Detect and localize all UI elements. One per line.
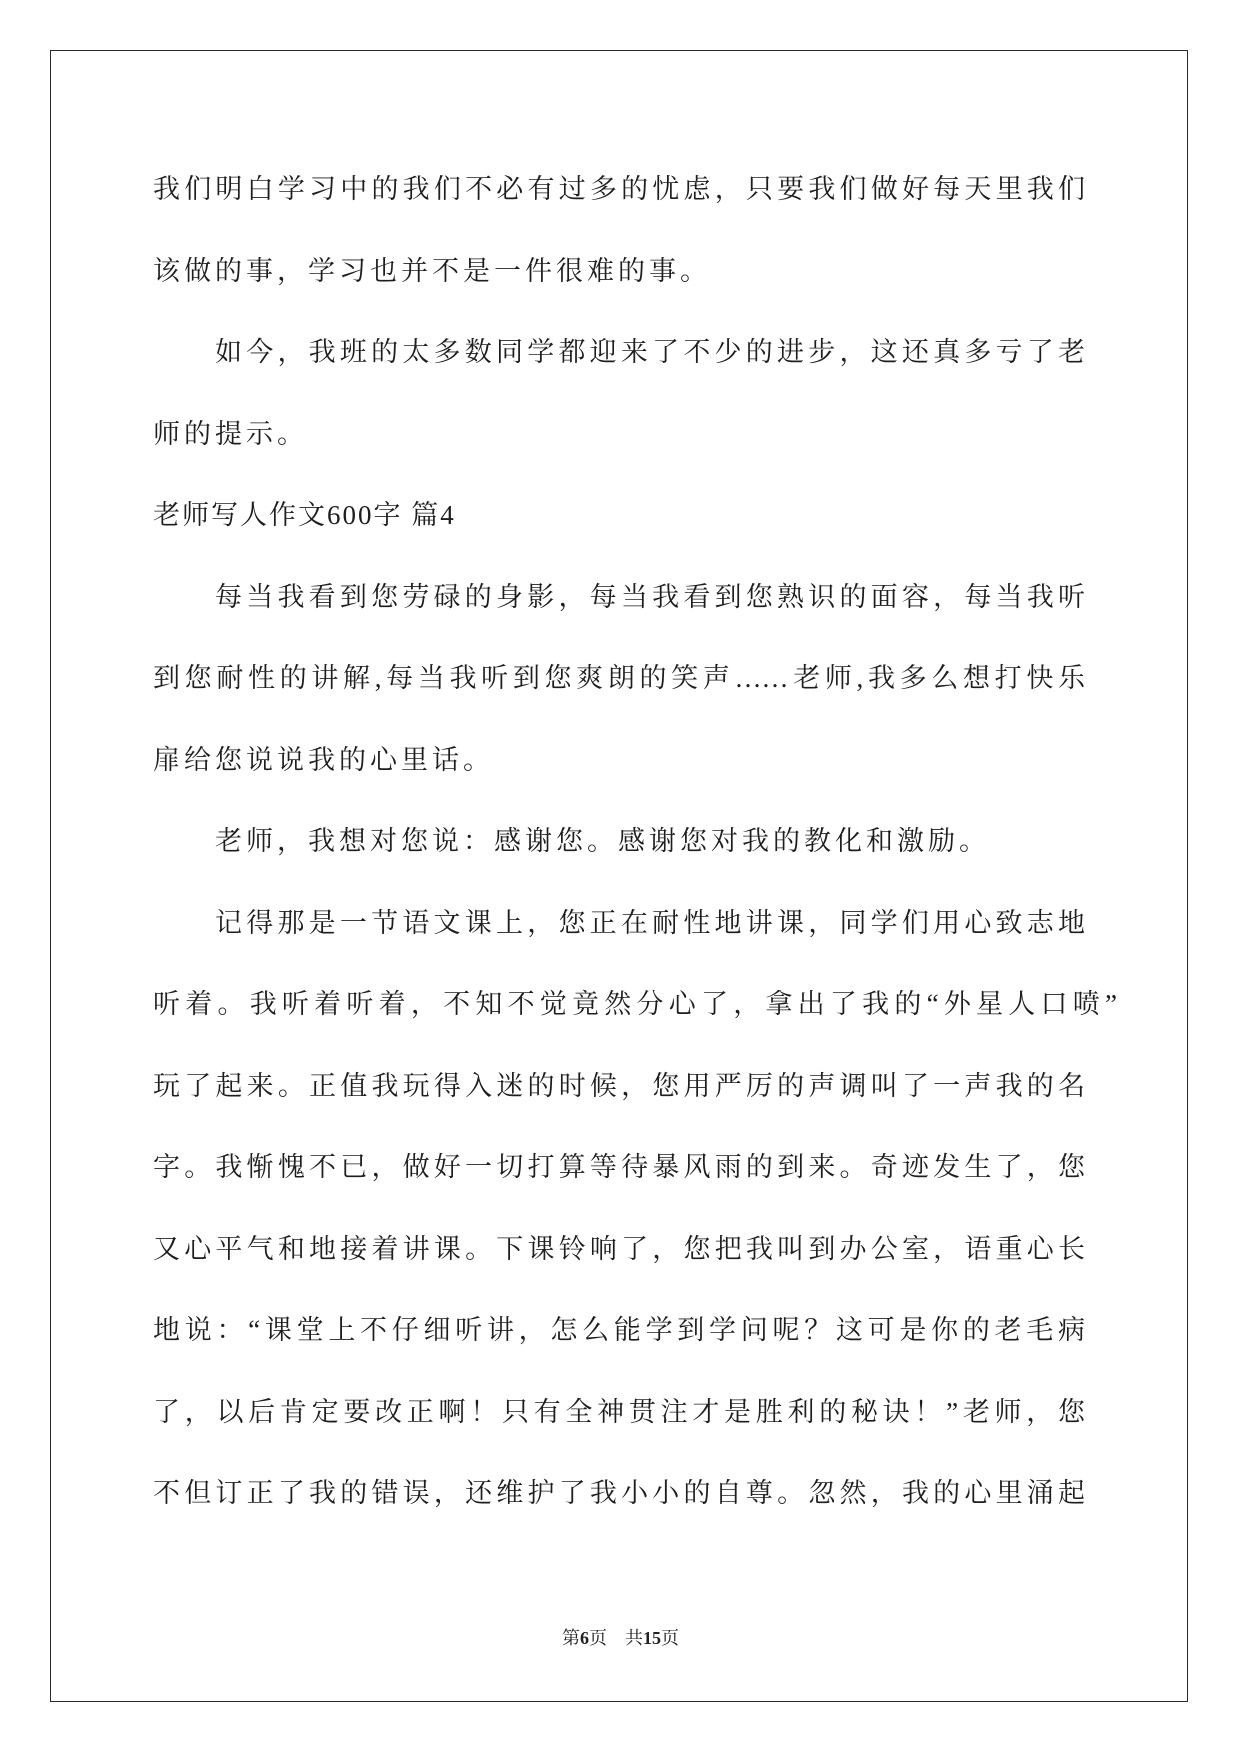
body-line: 了，以后肯定要改正啊！只有全神贯注才是胜利的秘诀！”老师，您 — [153, 1396, 1085, 1427]
body-line: 扉给您说说我的心里话。 — [153, 744, 494, 775]
page-suffix: 页 — [589, 1628, 607, 1648]
body-line: 师的提示。 — [153, 418, 308, 449]
current-page-number: 6 — [580, 1628, 589, 1648]
page-prefix: 第 — [562, 1628, 580, 1648]
paragraph-start-line: 如今，我班的太多数同学都迎来了不少的进步，这还真多亏了老 — [215, 337, 1085, 367]
page-footer — [0, 1624, 1241, 1652]
total-pages-label — [625, 1628, 679, 1648]
section-heading: 老师写人作文600字 篇4 — [153, 500, 456, 530]
paragraph-start-line: 每当我看到您劳碌的身影，每当我看到您熟识的面容，每当我听 — [215, 581, 1085, 612]
paragraph-start-line: 记得那是一节语文课上，您正在耐性地讲课，同学们用心致志地 — [215, 907, 1085, 938]
body-line: 我们明白学习中的我们不必有过多的忧虑，只要我们做好每天里我们 — [153, 174, 1085, 204]
body-line: 不但订正了我的错误，还维护了我小小的自尊。忽然，我的心里涌起 — [153, 1478, 1085, 1508]
total-page-count: 15 — [643, 1628, 661, 1648]
total-prefix: 共 — [625, 1628, 643, 1648]
body-line: 玩了起来。正值我玩得入迷的时候，您用严厉的声调叫了一声我的名 — [153, 1070, 1085, 1101]
total-suffix: 页 — [661, 1628, 679, 1648]
body-line: 又心平气和地接着讲课。下课铃响了，您把我叫到办公室，语重心长 — [153, 1233, 1085, 1264]
document-body — [153, 149, 1123, 1535]
body-line: 到您耐性的讲解,每当我听到您爽朗的笑声……老师,我多么想打快乐 — [153, 663, 1085, 693]
body-line: 字。我惭愧不已，做好一切打算等待暴风雨的到来。奇迹发生了，您 — [153, 1152, 1085, 1182]
body-line: 听着。我听着听着，不知不觉竟然分心了，拿出了我的“外星人口喷” — [153, 989, 1117, 1019]
page-number-label — [562, 1628, 607, 1648]
body-line: 地说：“课堂上不仔细听讲，怎么能学到学问呢？这可是你的老毛病 — [153, 1315, 1085, 1345]
paragraph-start-line: 老师，我想对您说：感谢您。感谢您对我的教化和激励。 — [215, 826, 990, 856]
body-line: 该做的事，学习也并不是一件很难的事。 — [153, 255, 711, 286]
